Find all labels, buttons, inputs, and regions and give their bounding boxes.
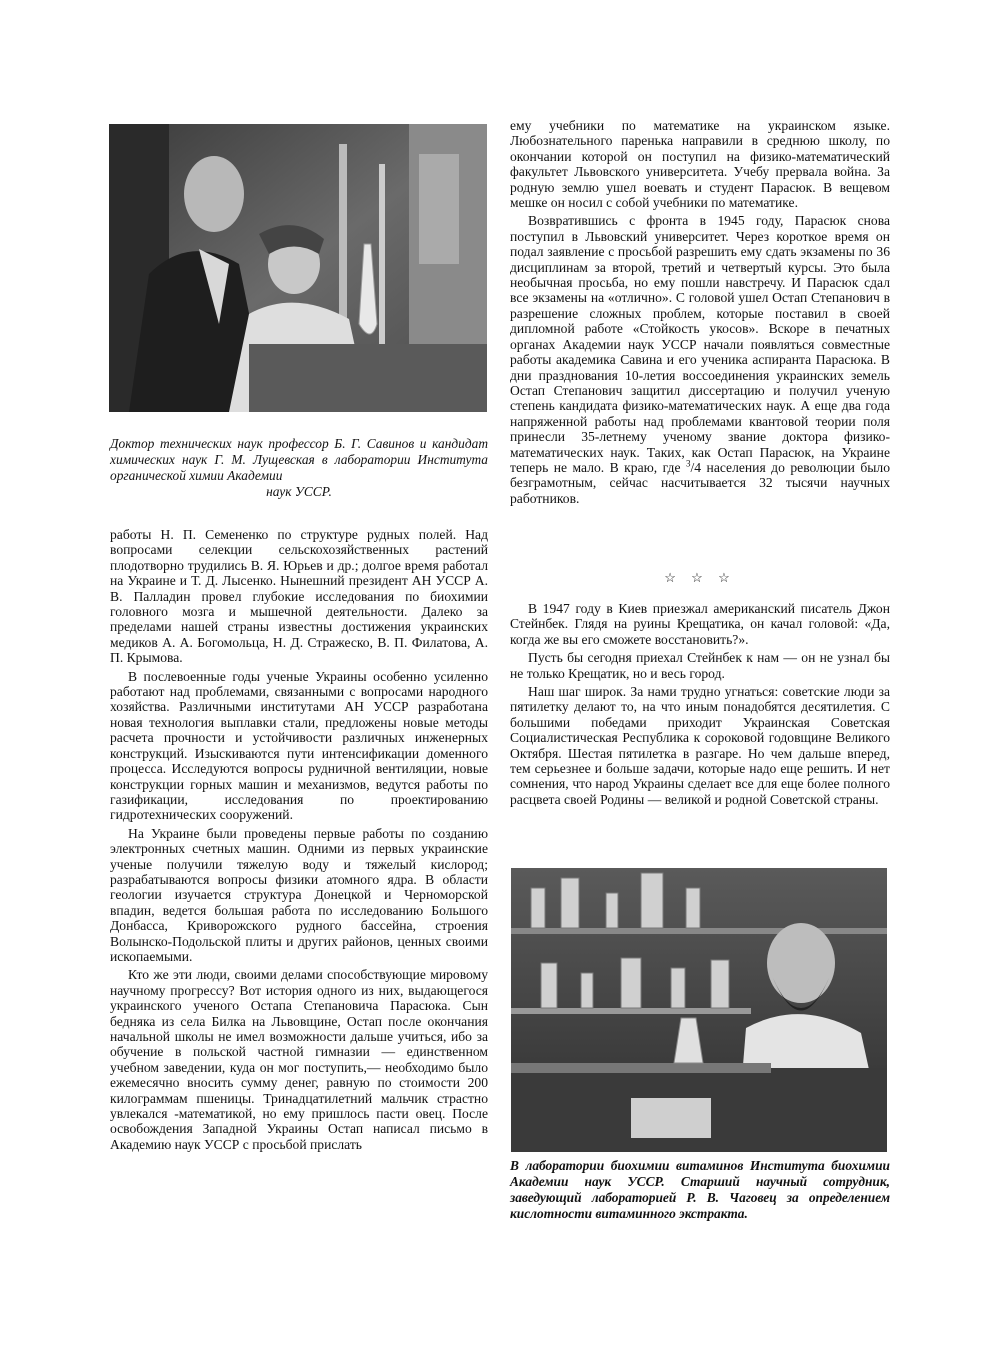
right-paragraph-4: Пусть бы сегодня приехал Стейнбек к нам — он не узнал бы не только Крещатик, но и весь город. (510, 650, 890, 681)
photo-savinov-lushchevskaya (109, 124, 487, 412)
caption-top-last-line: наук УССР. (266, 484, 332, 499)
right-paragraph-1: ему учебники по математике на украинском языке. Любознательного паренька направили в среднюю школу, по окончании которой он поступил на физико-математический факультет Львовского университета. Учебу прервала война. За родную землю ушел воевать и студент Парасюк. В вещевом мешке он носил с собой учебники по математике. (510, 118, 890, 211)
right-paragraph-5: Наш шаг широк. За нами трудно угнаться: советские люди за пятилетку делают то, на что иным понадобятся десятилетия. С большими победами приходит Украинская Советская Социалистическая Республика к сороковой годовщине Великого Октября. Шестая пятилетка в разгаре. Но чем дальше вперед, тем серьезнее и больше задачи, которые надо еще решить. И нет сомнения, что народ Украины сделает все для еще более полного расцвета своей Родины — великой и родной Советской страны. (510, 684, 890, 807)
photo-chagovets (511, 868, 887, 1152)
right-paragraph-2b: населения до революции было безграмотным, сейчас насчитывается 32 тысячи научных работников. (510, 459, 891, 506)
caption-bottom: В лаборатории биохимии витаминов Института биохимии Академии наук УССР. Старший научный сотрудник, заведующий лабораторией Р. В. Чаговец за определением кислотности витаминного экстракта. (510, 1158, 890, 1221)
right-paragraph-3: В 1947 году в Киев приезжал американский писатель Джон Стейнбек. Глядя на руины Крещатика, он качал головой: «Да, когда же вы его сможете восстановить?». (510, 601, 890, 647)
right-paragraph-2 (510, 213, 890, 506)
left-paragraph-1: работы Н. П. Семененко по структуре рудных полей. Над вопросами селекции сельскохозяйственных растений плодотворно трудились В. Я. Юрьев и др.; долгое время работал на Украине и Т. Д. Лысенко. Нынешний президент АН УССР А. В. Палладин провел глубокие исследования по биохимии головного мозга и мышечной деятельности. Далеко за пределами нашей страны известны достижения украинских медиков А. А. Богомольца, Н. Д. Стражеско, В. П. Филатова, А. П. Крымова. (110, 527, 488, 666)
fraction-numerator: 3 (685, 458, 691, 469)
photo-lab-biochemist-image (511, 868, 887, 1152)
caption-top-text: Доктор технических наук профессор Б. Г. Савинов и кандидат химических наук Г. М. Лущевская в лаборатории Института органической химии Академии (110, 436, 488, 483)
right-column-lower (510, 601, 890, 810)
caption-top (110, 436, 488, 500)
photo-lab-scientists-image (109, 124, 487, 412)
left-column (110, 527, 488, 1155)
section-divider-stars: ☆ ☆ ☆ (664, 570, 736, 585)
right-column (510, 118, 890, 509)
left-paragraph-2: В послевоенные годы ученые Украины особенно усиленно работают над проблемами, связанными с вопросами народного хозяйства. Различными институтами АН УССР разработана новая технология выплавки стали, предложены новые методы расчета прочности и устойчивости различных инженерных конструкций. Изыскиваются пути интенсификации доменного процесса. Исследуются вопросы рудничной вентиляции, новые конструкции горных машин и механизмов, ведутся работы по газификации, исследования по проектированию гидротехнических сооружений. (110, 668, 488, 823)
right-paragraph-2a: Возвратившись с фронта в 1945 году, Парасюк снова поступил в Львовский университет. Через короткое время он подал заявление с просьбой разрешить ему сдать экзамены по 36 дисциплинам за второй, третий и четвертый курсы. Это была необычная просьба, но ему пошли навстречу. И Парасюк сдал все экзамены на «отлично». С головой ушел Остап Степанович в разрешение сложных проблем, которые поставил в своей дипломной работе «Стойкость укосов». Вскоре в печатных органах Академии наук УССР начали появляться совместные работы академика Савина и его ученика аспиранта Парасюка. В дни празднования 10-летия воссоединения украинских земель Остап Степанович защитил диссертацию и получил ученую степень кандидата физико-математических наук. А еще два года напряженной работы над проблемами квантовой теории поля принесли 35-летнему ученому звание доктора физико-математических наук. Таких, как Остап Парасюк, на Украине теперь не мало. В краю, где (510, 213, 890, 475)
left-paragraph-4: Кто же эти люди, своими делами способствующие мировому научному прогрессу? Вот история одного из них, выдающегося украинского ученого Остапа Степановича Парасюка. Сын бедняка из села Билка на Львовщине, Остап после окончания начальной школы не имел возможности дальше учиться, ибо за обучение в польской частной гимназии — единственном учебном заведении, куда он мог поступить,— необходимо было ежемесячно вносить сумму денег, равную по стоимости 200 килограммам пшеницы. Тринадцатилетний мальчик страстно увлекался -математикой, но ему пришлось пасти овец. После освобождения Западной Украины Остап написал письмо в Академию наук УССР с просьбой прислать (110, 967, 488, 1152)
left-paragraph-3: На Украине были проведены первые работы по созданию электронных счетных машин. Одними из первых украинские ученые получили тяжелую воду и тяжелый кислород; разрабатываются вопросы физики атомного ядра. В области геологии изучается структура Донецкой и Черноморской впадин, ведется большая работа по исследованию Большого Донбасса, Криворожского рудного бассейна, строения Волынско-Подольской плиты и других районов, ценных своими ископаемыми. (110, 825, 488, 964)
fraction-denominator: /4 (690, 459, 702, 475)
